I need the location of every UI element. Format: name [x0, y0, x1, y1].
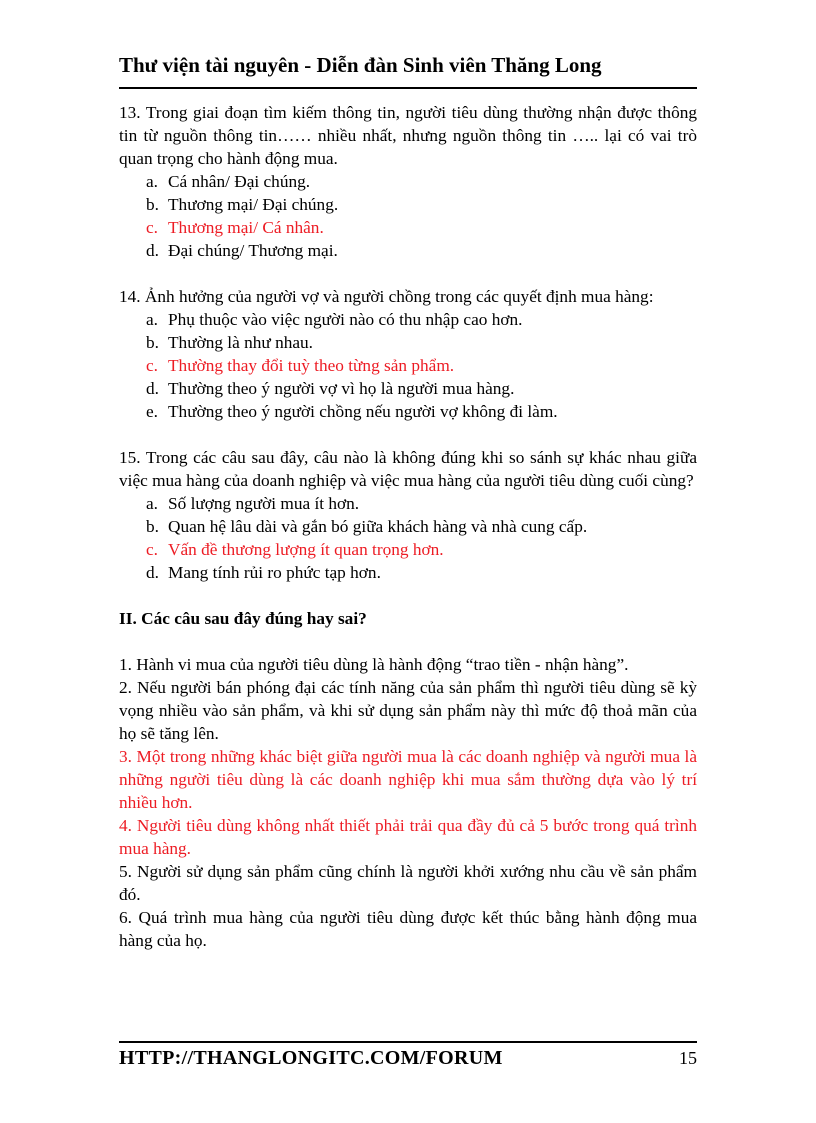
section-title: II. Các câu sau đây đúng hay sai? — [119, 609, 367, 628]
option-list — [119, 170, 697, 262]
option-text: Mang tính rủi ro phức tạp hơn. — [168, 563, 381, 582]
option-text: Thường là như nhau. — [168, 333, 313, 352]
spacer — [119, 630, 697, 653]
option-letter: d. — [146, 563, 159, 582]
option-item — [119, 239, 697, 262]
option-letter: c. — [146, 218, 158, 237]
page-header-title: Thư viện tài nguyên - Diễn đàn Sinh viên Thăng Long — [119, 53, 602, 77]
footer-divider — [119, 1041, 697, 1043]
option-letter: a. — [146, 172, 158, 191]
statement-3: 3. Một trong những khác biệt giữa người mua là các doanh nghiệp và người mua là những người tiêu dùng là các doanh nghiệp khi mua sắm thường dựa vào lý trí nhiều hơn. — [119, 747, 697, 812]
option-letter: d. — [146, 379, 159, 398]
option-letter: c. — [146, 356, 158, 375]
option-text: Thường theo ý người vợ vì họ là người mua hàng. — [168, 379, 515, 398]
header-divider — [119, 87, 697, 89]
page-footer — [119, 1044, 697, 1072]
option-item — [119, 561, 697, 584]
option-letter: c. — [146, 540, 158, 559]
option-text: Thương mại/ Cá nhân. — [168, 218, 324, 237]
option-text: Thường thay đổi tuỳ theo từng sản phẩm. — [168, 356, 455, 375]
option-text: Thương mại/ Đại chúng. — [168, 195, 339, 214]
option-letter: d. — [146, 241, 159, 260]
option-text: Phụ thuộc vào việc người nào có thu nhập cao hơn. — [168, 310, 523, 329]
option-item-answer — [119, 354, 697, 377]
question-14 — [119, 285, 697, 423]
option-item — [119, 170, 697, 193]
option-text: Quan hệ lâu dài và gắn bó giữa khách hàng và nhà cung cấp. — [168, 517, 588, 536]
page-number: 15 — [679, 1048, 697, 1068]
option-item-answer — [119, 216, 697, 239]
page-content — [119, 101, 697, 952]
statement-2: 2. Nếu người bán phóng đại các tính năng của sản phẩm thì người tiêu dùng sẽ kỳ vọng nhiều vào sản phẩm, và khi sử dụng sản phẩm này thì mức độ thoả mãn của họ sẽ tăng lên. — [119, 678, 697, 743]
spacer — [119, 423, 697, 446]
option-letter: a. — [146, 310, 158, 329]
statement-4: 4. Người tiêu dùng không nhất thiết phải trải qua đầy đủ cả 5 bước trong quá trình mua hàng. — [119, 816, 697, 858]
statement-5: 5. Người sử dụng sản phẩm cũng chính là người khởi xướng nhu cầu về sản phẩm đó. — [119, 862, 697, 904]
statement-6: 6. Quá trình mua hàng của người tiêu dùng được kết thúc bằng hành động mua hàng của họ. — [119, 908, 697, 950]
option-letter: b. — [146, 195, 159, 214]
option-item — [119, 400, 697, 423]
option-item — [119, 331, 697, 354]
option-item — [119, 193, 697, 216]
option-item — [119, 492, 697, 515]
option-letter: a. — [146, 494, 158, 513]
question-text: 15. Trong các câu sau đây, câu nào là không đúng khi so sánh sự khác nhau giữa việc mua hàng của doanh nghiệp và việc mua hàng của người tiêu dùng cuối cùng? — [119, 448, 697, 490]
option-item — [119, 515, 697, 538]
option-item — [119, 308, 697, 331]
option-text: Cá nhân/ Đại chúng. — [168, 172, 311, 191]
option-letter: b. — [146, 333, 159, 352]
question-15 — [119, 446, 697, 584]
option-list — [119, 492, 697, 584]
option-text: Đại chúng/ Thương mại. — [168, 241, 338, 260]
statement-1: 1. Hành vi mua của người tiêu dùng là hành động “trao tiền - nhận hàng”. — [119, 655, 629, 674]
option-letter: b. — [146, 517, 159, 536]
spacer — [119, 262, 697, 285]
question-13 — [119, 101, 697, 262]
spacer — [119, 584, 697, 607]
option-list — [119, 308, 697, 423]
option-letter: e. — [146, 402, 158, 421]
option-text: Vấn đề thương lượng ít quan trọng hơn. — [168, 540, 444, 559]
question-text: 14. Ảnh hưởng của người vợ và người chồng trong các quyết định mua hàng: — [119, 287, 654, 306]
footer-url: HTTP://THANGLONGITC.COM/FORUM — [119, 1047, 503, 1069]
option-text: Số lượng người mua ít hơn. — [168, 494, 360, 513]
question-text: 13. Trong giai đoạn tìm kiếm thông tin, người tiêu dùng thường nhận được thông tin từ nguồn thông tin…… nhiều nhất, nhưng nguồn thông tin ….. lại có vai trò quan trọng cho hành động mua. — [119, 103, 697, 168]
option-item-answer — [119, 538, 697, 561]
option-text: Thường theo ý người chồng nếu người vợ không đi làm. — [168, 402, 558, 421]
option-item — [119, 377, 697, 400]
